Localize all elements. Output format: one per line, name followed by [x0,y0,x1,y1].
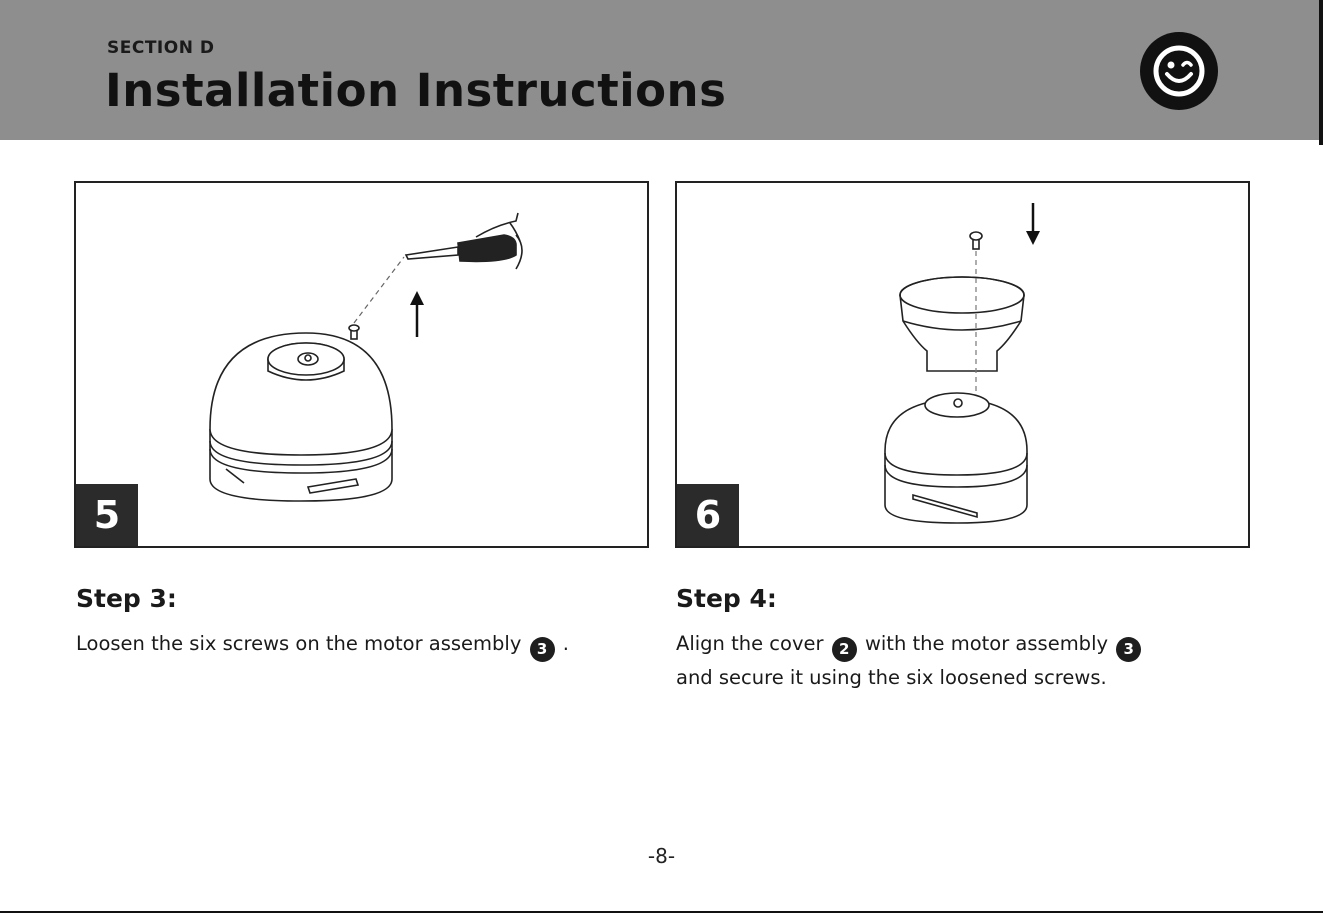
step-4-text-part3: and secure it using the six loosened screws. [676,666,1107,689]
step-3-title: Step 3: [76,584,177,613]
section-label: SECTION D [107,38,215,58]
part-number-badge: 3 [1116,637,1141,662]
part-number-badge: 3 [530,637,555,662]
page-header [0,0,1323,140]
step-4-text [676,628,1276,693]
cover-alignment-illustration [677,183,1248,546]
figure-6-panel [675,181,1250,548]
page-number: -8- [647,844,676,868]
step-3-period: . [562,632,569,655]
step-3-text-main: Loosen the six screws on the motor assembly [76,632,522,655]
figure-5-panel [74,181,649,548]
bottom-rule [0,911,1323,913]
part-number-badge: 2 [832,637,857,662]
winking-smiley-icon [1140,32,1218,110]
step-4-text-part1: Align the cover [676,632,824,655]
page-title: Installation Instructions [105,64,727,117]
header-edge-rule [1319,0,1323,145]
step-4-title: Step 4: [676,584,777,613]
screwdriver-motor-illustration [76,183,647,546]
step-4-text-part2: with the motor assembly [864,632,1109,655]
figure-number-badge: 6 [677,484,739,546]
step-3-text [76,628,656,662]
figure-number-badge: 5 [76,484,138,546]
